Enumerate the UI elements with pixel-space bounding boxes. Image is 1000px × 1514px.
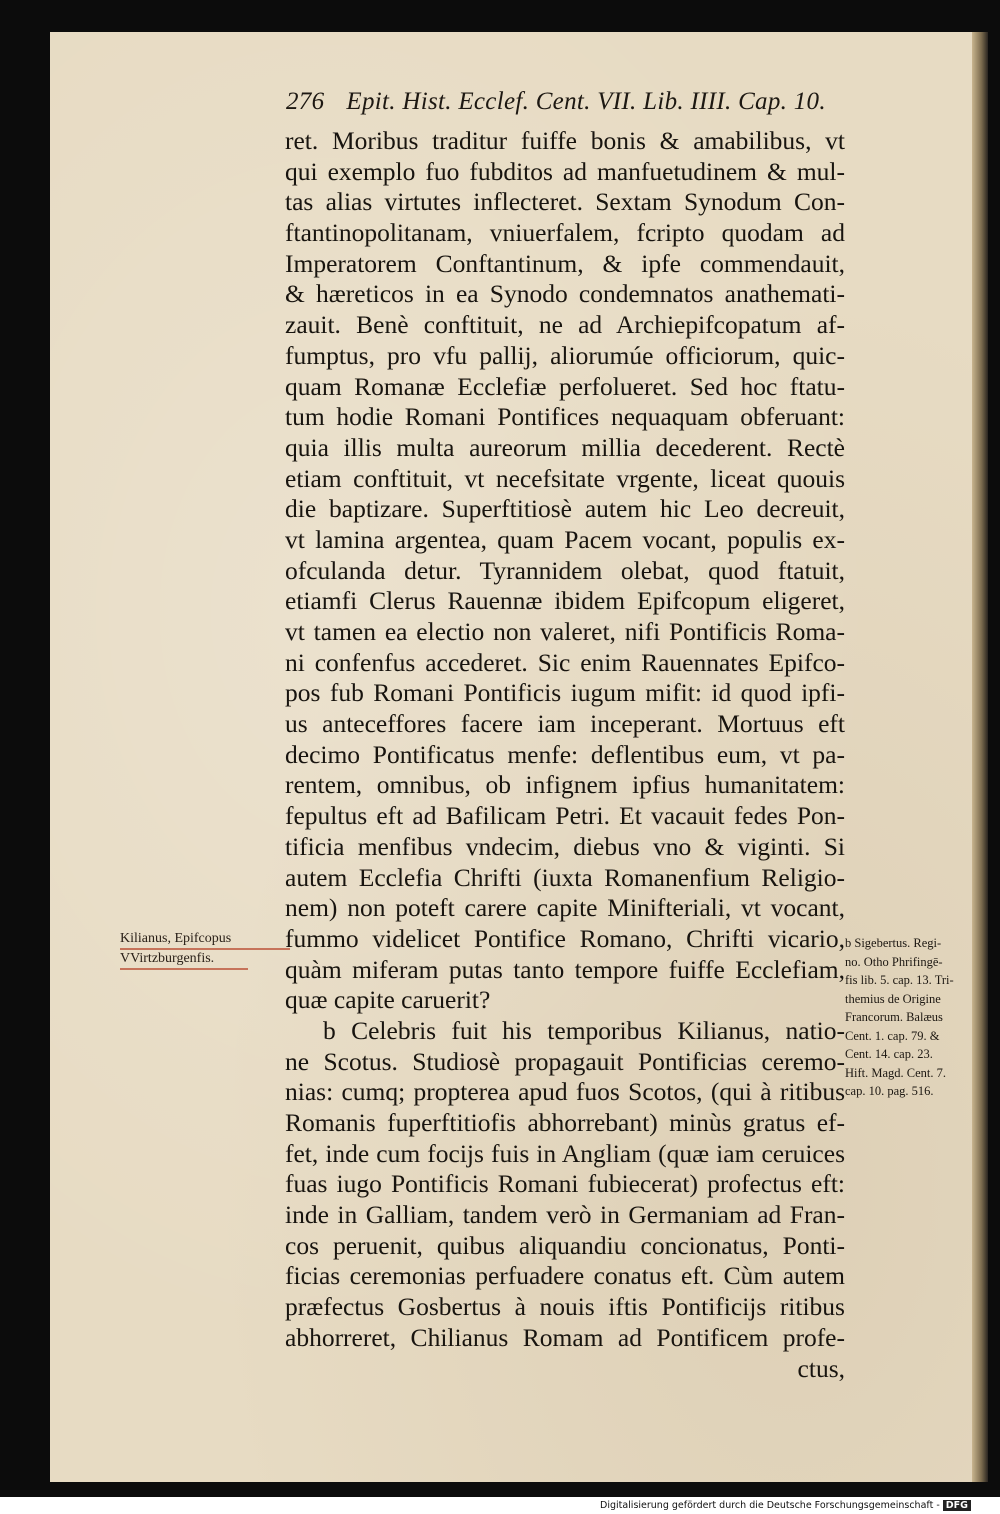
text-line: cos peruenit, quibus aliquandiu concionatus, Ponti- bbox=[285, 1230, 845, 1260]
text-line: inde in Galliam, tandem verò in Germaniam ad Fran- bbox=[285, 1200, 845, 1230]
text-line: tum hodie Romani Pontifices nequaquam obferuant: bbox=[285, 402, 845, 432]
text-line: fuas iugo Pontificis Romani fubiecerat) profectus eft: bbox=[285, 1169, 845, 1199]
text-line: quam Romanæ Ecclefiæ perfolueret. Sed hoc ftatu- bbox=[285, 371, 845, 401]
marginal-note-line: VVirtzburgenfis. bbox=[120, 950, 248, 970]
footer-credit: Digitalisierung gefördert durch die Deutsche Forschungsgemeinschaft - bbox=[600, 1500, 940, 1511]
running-header bbox=[286, 88, 826, 124]
page-number: 276 bbox=[286, 88, 325, 115]
text-line: tificia menfibus vndecim, diebus vno & viginti. Si bbox=[285, 831, 845, 861]
text-line: præfectus Gosbertus à nouis iftis Pontificijs ritibus bbox=[285, 1292, 845, 1322]
citation-line: themius de Origine bbox=[845, 991, 941, 1006]
text-line: ne Scotus. Studiosè propagauit Pontificias ceremo- bbox=[285, 1046, 845, 1076]
catchword: ctus, bbox=[797, 1353, 845, 1383]
text-line: Romanis fuperftitiofis abhorrebant) minùs gratus ef- bbox=[285, 1108, 845, 1137]
text-line: b Celebris fuit his temporibus Kilianus, natio- bbox=[323, 1015, 845, 1045]
citation-line: cap. 10. pag. 516. bbox=[845, 1084, 934, 1098]
citation-line: Francorum. Balæus bbox=[845, 1010, 943, 1024]
marginal-note-line: Kilianus, Epifcopus bbox=[120, 930, 290, 950]
text-line: ftantinopolitanam, vniuerfalem, fcripto quodam ad bbox=[285, 218, 845, 248]
text-line: abhorreret, Chilianus Romam ad Pontificem profe- bbox=[285, 1322, 845, 1352]
text-line: fepultus eft ad Bafilicam Petri. Et vacauit fedes Pon- bbox=[285, 801, 845, 831]
citation-line: fis lib. 5. cap. 13. Tri- bbox=[845, 973, 954, 987]
text-line: etiamfi Clerus Rauennæ ibidem Epifcopum eligeret, bbox=[285, 586, 845, 616]
text-line: fumptus, pro vfu pallij, aliorumúe officiorum, quic- bbox=[285, 340, 845, 370]
text-line: die baptizare. Superftitiosè autem hic Leo decreuit, bbox=[285, 494, 845, 524]
text-line: fummo videlicet Pontifice Romano, Chrifti vicario, bbox=[285, 923, 845, 953]
text-line: rentem, omnibus, ob infignem ipfius humanitatem: bbox=[285, 770, 845, 800]
text-line: fet, inde cum focijs fuis in Angliam (quæ iam ceruices bbox=[285, 1138, 845, 1168]
text-line: vt tamen ea electio non valeret, nifi Pontificis Roma- bbox=[285, 617, 845, 646]
text-line: us anteceffores facere iam inceperant. Mortuus eft bbox=[285, 709, 845, 739]
text-line: qui exemplo fuo fubditos ad manfuetudinem & mul- bbox=[285, 156, 845, 186]
page-gutter-edge bbox=[972, 32, 988, 1482]
text-line: tas alias virtutes inflecteret. Sextam Synodum Con- bbox=[285, 187, 845, 217]
text-line: nem) non poteft carere capite Minifteriali, vt vocant, bbox=[285, 893, 845, 923]
text-line: vt lamina argentea, quam Pacem vocant, populis ex- bbox=[285, 524, 845, 554]
citation-line: b Sigebertus. Regi- bbox=[845, 936, 942, 950]
main-text-block bbox=[285, 126, 845, 1384]
text-line: autem Ecclefia Chrifti (iuxta Romanenfium Religio- bbox=[285, 862, 845, 892]
text-line: quia illis multa aureorum millia decederent. Rectè bbox=[285, 432, 845, 462]
text-line: zauit. Benè conftituit, ne ad Archiepifcopatum af- bbox=[285, 310, 845, 340]
text-line: ret. Moribus traditur fuiffe bonis & amabilibus, vt bbox=[285, 126, 845, 155]
marginal-note-right bbox=[845, 934, 995, 1101]
text-line: decimo Pontificatus menfe: deflentibus eum, vt pa- bbox=[285, 739, 845, 769]
text-line: quæ capite caruerit? bbox=[285, 985, 491, 1015]
text-line: & hæreticos in ea Synodo condemnatos anathemati- bbox=[285, 279, 845, 309]
citation-line: Hift. Magd. Cent. 7. bbox=[845, 1065, 947, 1080]
digitization-footer bbox=[600, 1500, 1000, 1514]
text-line: quàm miferam putas tanto tempore fuiffe Ecclefiam, bbox=[285, 954, 845, 984]
citation-line: Cent. 14. cap. 23. bbox=[845, 1047, 933, 1061]
dfg-logo: DFG bbox=[943, 1500, 971, 1511]
marginal-note-left bbox=[120, 930, 290, 970]
text-line: ficias ceremonias perfuadere conatus eft. Cùm autem bbox=[285, 1261, 845, 1291]
text-line: etiam conftituit, vt necefsitate vrgente, liceat quouis bbox=[285, 463, 845, 493]
citation-line: Cent. 1. cap. 79. & bbox=[845, 1028, 940, 1043]
text-line: pos fub Romani Pontificis iugum mifit: id quod ipfi- bbox=[285, 678, 845, 708]
running-title: Epit. Hist. Ecclef. Cent. VII. Lib. IIII. Cap. 10. bbox=[346, 88, 826, 115]
text-line: Imperatorem Conftantinum, & ipfe commendauit, bbox=[285, 248, 845, 278]
text-line: ni confenfus accederet. Sic enim Rauennates Epifco- bbox=[285, 647, 845, 677]
citation-line: no. Otho Phrifingē- bbox=[845, 954, 943, 969]
text-line: nias: cumq; propterea apud fuos Scotos, (qui à ritibus bbox=[285, 1077, 845, 1107]
text-line: ofculanda detur. Tyrannidem olebat, quod ftatuit, bbox=[285, 555, 845, 585]
